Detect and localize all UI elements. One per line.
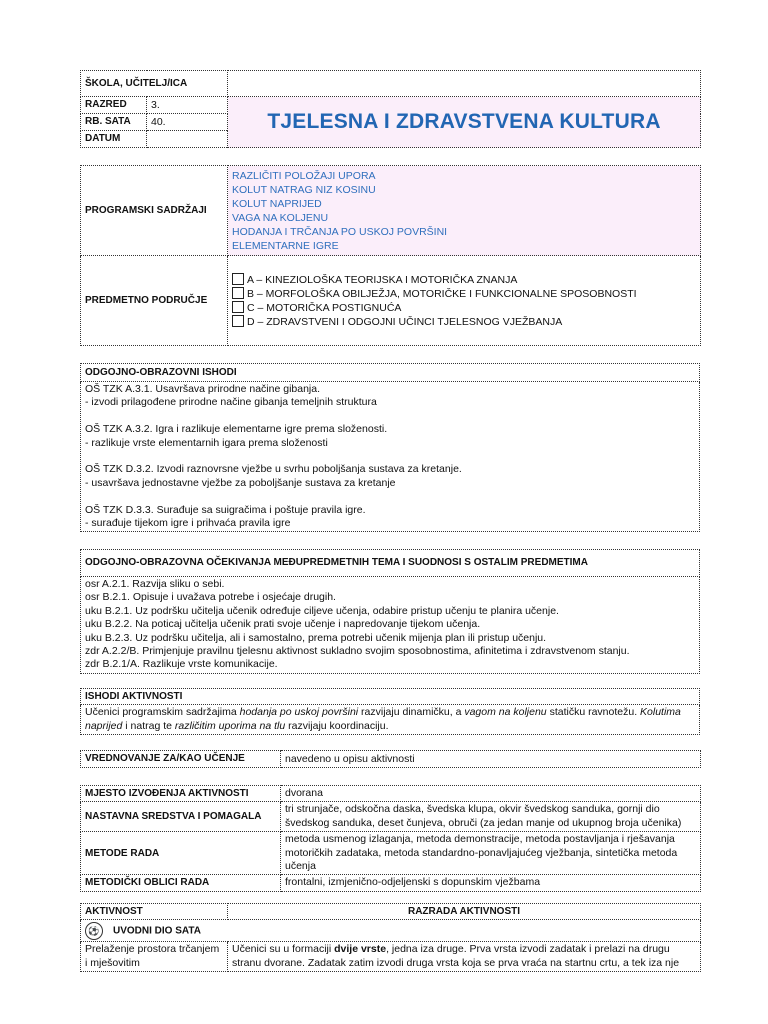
- outcome-line: OŠ TZK A.3.2. Igra i razlikuje elementarne igre prema složenosti.: [85, 423, 388, 436]
- activity-col1: AKTIVNOST: [81, 904, 228, 920]
- forms-value: frontalni, izmjenično-odjeljenski s dopunskim vježbama: [281, 875, 701, 891]
- place-value: dvorana: [281, 786, 701, 802]
- outcome-spacer: [85, 450, 695, 463]
- checkbox-icon[interactable]: [232, 273, 244, 285]
- expectations-label: ODGOJNO-OBRAZOVNA OČEKIVANJA MEĐUPREDMETNIH TEMA I SUODNOSI S OSTALIM PREDMETIMA: [81, 550, 700, 577]
- area-option-b[interactable]: B – MORFOLOŠKA OBILJEŽJA, MOTORIČKE I FUNKCIONALNE SPOSOBNOSTI: [232, 287, 696, 301]
- activity-row-text: Učenici su u formaciji dvije vrste, jedna iza druge. Prva vrsta izvodi zadatak i prelazi na drugu stranu dvorane. Zadatak zatim izvodi druga vrsta koja se prva vraća na startnu crtu, a tek iza nje: [228, 942, 701, 972]
- evaluation-label: VREDNOVANJE ZA/KAO UČENJE: [81, 751, 281, 768]
- program-table: [80, 165, 701, 346]
- expectations-body: [81, 577, 700, 674]
- expectation-line: uku B.2.3. Uz podršku učitelja, ali i samostalno, prema potrebi učenik mijenja plan ili pristup učenju.: [85, 631, 547, 644]
- program-item: KOLUT NATRAG NIZ KOSINU: [232, 183, 376, 196]
- logistics-table: [80, 785, 701, 892]
- grade-value[interactable]: 3.: [147, 97, 228, 114]
- outcome-line: - usavršava jednostavne vježbe za poboljšanje sustava za kretanje: [85, 476, 396, 489]
- subject-title: TJELESNA I ZDRAVSTVENA KULTURA: [228, 97, 701, 148]
- outcomes-label: ODGOJNO-OBRAZOVNI ISHODI: [81, 364, 700, 382]
- activity-outcomes-table: [80, 688, 700, 735]
- checkbox-icon[interactable]: [232, 301, 244, 313]
- school-label: ŠKOLA, UČITELJ/ICA: [81, 71, 228, 97]
- area-option-a[interactable]: A – KINEZIOLOŠKA TEORIJSKA I MOTORIČKA ZNANJA: [232, 273, 696, 287]
- lesson-label: RB. SATA: [81, 114, 147, 131]
- outcomes-body: [81, 382, 700, 532]
- date-value[interactable]: [147, 131, 228, 148]
- place-label: MJESTO IZVOĐENJA AKTIVNOSTI: [81, 786, 281, 802]
- program-item: ELEMENTARNE IGRE: [232, 239, 339, 252]
- ball-icon: ⚽: [85, 922, 103, 940]
- expectation-line: zdr A.2.2/B. Primjenjuje pravilnu tjelesnu aktivnost sukladno svojim sposobnostima, afinitetima i zdravstvenom stanju.: [85, 645, 630, 658]
- program-item: KOLUT NAPRIJED: [232, 197, 322, 210]
- program-items: [228, 166, 701, 256]
- resources-value: tri strunjače, odskočna daska, švedska klupa, okvir švedskog sanduka, gornji dio švedskog sanduka, deset čunjeva, obruči (za jedan manje od ukupnog broja učenika): [281, 802, 701, 832]
- evaluation-value: navedeno u opisu aktivnosti: [281, 751, 701, 768]
- area-option-d[interactable]: D – ZDRAVSTVENI I ODGOJNI UČINCI TJELESNOG VJEŽBANJA: [232, 315, 696, 329]
- activity-outcomes-body: Učenici programskim sadržajima hodanja po uskoj površini razvijaju dinamičku, a vagom na koljenu statičku ravnotežu. Kolutima naprijed i natrag te različitim uporima na tlu razvijaju koordinaciju.: [81, 705, 700, 735]
- outcome-spacer: [85, 490, 695, 503]
- activity-table: [80, 903, 701, 972]
- area-label: PREDMETNO PODRUČJE: [81, 256, 228, 346]
- date-label: DATUM: [81, 131, 147, 148]
- outcome-line: OŠ TZK D.3.2. Izvodi raznovrsne vježbe u svrhu poboljšanja sustava za kretanje.: [85, 463, 462, 476]
- checkbox-icon[interactable]: [232, 287, 244, 299]
- activity-row-label: Prelaženje prostora trčanjem i mješovitim: [81, 942, 228, 972]
- outcome-line: OŠ TZK A.3.1. Usavršava prirodne načine gibanja.: [85, 383, 321, 395]
- outcome-line: OŠ TZK D.3.3. Surađuje sa suigračima i poštuje pravila igre.: [85, 503, 366, 516]
- outcome-line: - izvodi prilagođene prirodne načine gibanja temeljnih struktura: [85, 396, 377, 409]
- grade-label: RAZRED: [81, 97, 147, 114]
- expectation-line: osr B.2.1. Opisuje i uvažava potrebe i osjećaje drugih.: [85, 591, 336, 604]
- expectations-table: [80, 549, 700, 674]
- outcomes-table: [80, 363, 700, 532]
- expectation-line: osr A.2.1. Razvija sliku o sebi.: [85, 578, 225, 590]
- program-item: HODANJA I TRČANJA PO USKOJ POVRŠINI: [232, 225, 448, 238]
- methods-value: metoda usmenog izlaganja, metoda demonstracije, metoda postavljanja i rješavanja motoričkih zadataka, metoda standardno-ponavljajućeg vježbanja, sintetička metoda učenja: [281, 832, 701, 875]
- lesson-value[interactable]: 40.: [147, 114, 228, 131]
- expectation-line: uku B.2.2. Na poticaj učitelja učenik prati svoje učenje i napredovanje tijekom učenja.: [85, 618, 481, 631]
- expectation-line: uku B.2.1. Uz podršku učitelja učenik određuje ciljeve učenja, odabire pristup učenju te planira učenje.: [85, 604, 559, 617]
- methods-label: METODE RADA: [81, 832, 281, 875]
- area-option-c[interactable]: C – MOTORIČKA POSTIGNUĆA: [232, 301, 696, 315]
- area-options: [228, 256, 701, 346]
- program-label: PROGRAMSKI SADRŽAJI: [81, 166, 228, 256]
- section-row: [81, 920, 701, 942]
- forms-label: METODIČKI OBLICI RADA: [81, 875, 281, 891]
- school-value[interactable]: [228, 71, 701, 97]
- activity-col2: RAZRADA AKTIVNOSTI: [228, 904, 701, 920]
- activity-outcomes-label: ISHODI AKTIVNOSTI: [81, 689, 700, 705]
- section-title: UVODNI DIO SATA: [113, 925, 201, 937]
- header-table: [80, 70, 701, 148]
- outcome-spacer: [85, 410, 695, 423]
- outcome-line: - razlikuje vrste elementarnih igara prema složenosti: [85, 436, 328, 449]
- evaluation-table: [80, 750, 701, 768]
- program-item: RAZLIČITI POLOŽAJI UPORA: [232, 169, 376, 182]
- outcome-line: - surađuje tijekom igre i prihvaća pravila igre: [85, 517, 291, 530]
- expectation-line: zdr B.2.1/A. Razlikuje vrste komunikacije.: [85, 658, 278, 671]
- checkbox-icon[interactable]: [232, 315, 244, 327]
- resources-label: NASTAVNA SREDSTVA I POMAGALA: [81, 802, 281, 832]
- program-item: VAGA NA KOLJENU: [232, 211, 329, 224]
